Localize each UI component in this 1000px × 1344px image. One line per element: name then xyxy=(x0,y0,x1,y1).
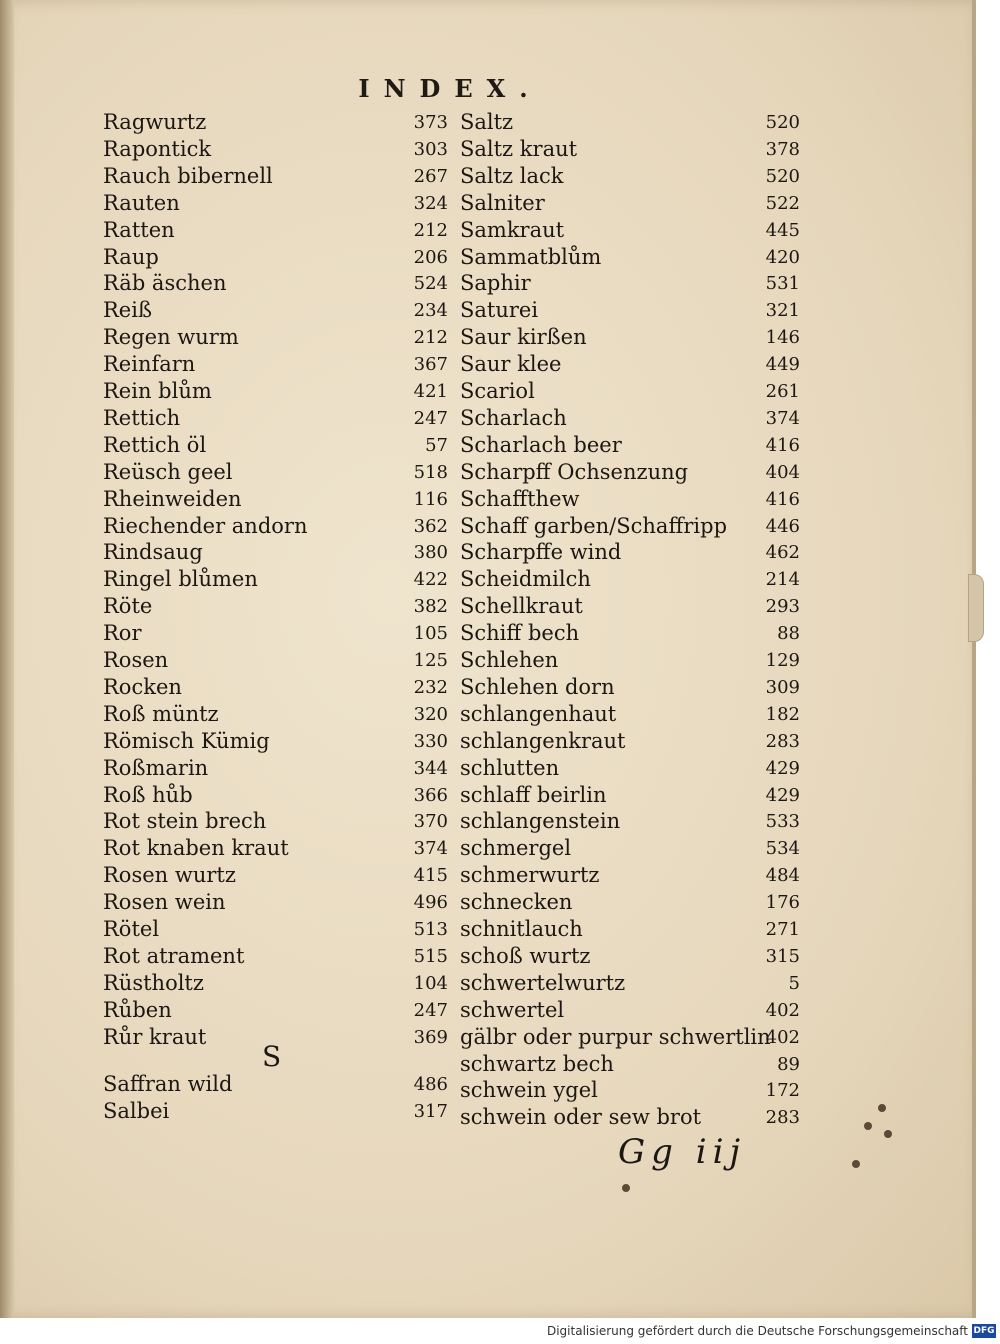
index-page-number: 524 xyxy=(413,273,448,295)
index-term: Schlehen dorn xyxy=(460,674,615,699)
index-page-number: 518 xyxy=(413,461,448,483)
index-page-number: 232 xyxy=(413,676,448,698)
index-page-number: 315 xyxy=(765,945,800,967)
index-term: Rosen wurtz xyxy=(103,863,236,888)
index-entry xyxy=(103,245,448,271)
index-page-number: 309 xyxy=(765,676,800,698)
index-entry xyxy=(103,540,448,566)
index-column-right xyxy=(460,110,800,1140)
index-page-number: 421 xyxy=(413,381,448,402)
index-term: Rauch bibernell xyxy=(103,163,273,188)
index-entry xyxy=(103,783,448,809)
index-entry xyxy=(103,1072,448,1098)
index-term: Saphir xyxy=(460,271,531,296)
page-spine-shadow xyxy=(0,0,14,1318)
index-page-number: 446 xyxy=(765,515,800,537)
index-entry xyxy=(460,890,800,916)
index-page-number: 404 xyxy=(765,461,800,483)
index-term: Scharlach beer xyxy=(460,432,622,457)
index-term: Ratten xyxy=(103,217,175,242)
index-entry xyxy=(460,783,800,809)
index-term: schlangenstein xyxy=(460,809,621,834)
index-page-number: 429 xyxy=(765,784,800,806)
index-entry xyxy=(460,998,800,1024)
index-page-number: 105 xyxy=(413,623,448,645)
index-term: schlaff beirlin xyxy=(460,782,607,807)
index-term: Salniter xyxy=(460,190,545,215)
index-entry xyxy=(460,271,800,297)
index-entry xyxy=(460,137,800,163)
index-page-number: 366 xyxy=(413,784,448,806)
index-page-number: 374 xyxy=(765,407,800,429)
index-page-number: 380 xyxy=(413,542,448,564)
index-term: schlangenkraut xyxy=(460,728,626,753)
index-column-left xyxy=(103,110,448,1140)
index-entry xyxy=(460,514,800,540)
index-entry xyxy=(103,890,448,916)
index-page-number: 125 xyxy=(413,650,448,671)
index-entry xyxy=(103,406,448,432)
index-page-number: 212 xyxy=(413,327,448,349)
index-term: Saffran wild xyxy=(103,1072,233,1096)
index-term: schlangenhaut xyxy=(460,701,617,726)
index-term: Raup xyxy=(103,244,159,269)
index-term: Regen wurm xyxy=(103,325,239,350)
index-page-number: 5 xyxy=(788,972,800,994)
index-entry xyxy=(103,971,448,997)
index-entry xyxy=(103,218,448,244)
index-term: schmergel xyxy=(460,836,572,861)
index-entry xyxy=(460,460,800,486)
index-entry xyxy=(460,594,800,620)
worm-hole xyxy=(864,1122,872,1130)
index-term: Saturei xyxy=(460,298,539,323)
index-page-number: 293 xyxy=(765,596,800,618)
index-page-number: 369 xyxy=(413,1026,448,1048)
index-term: Röte xyxy=(103,594,153,619)
index-page-number: 57 xyxy=(425,434,448,456)
index-term: Schiff bech xyxy=(460,621,580,646)
index-page-number: 462 xyxy=(765,542,800,564)
index-entry xyxy=(460,164,800,190)
index-page-number: 267 xyxy=(413,165,448,187)
index-term: Saltz lack xyxy=(460,163,564,188)
index-entry xyxy=(103,325,448,351)
index-term: Ragwurtz xyxy=(103,110,207,134)
index-entry xyxy=(460,1025,800,1051)
index-page-number: 373 xyxy=(413,112,448,133)
index-page-number: 402 xyxy=(765,1026,800,1048)
index-entry xyxy=(103,433,448,459)
index-term: schwertel xyxy=(460,997,565,1022)
index-entry xyxy=(460,863,800,889)
index-entry xyxy=(460,702,800,728)
index-entry xyxy=(460,110,800,136)
index-entry xyxy=(460,1105,800,1131)
index-entry xyxy=(103,460,448,486)
index-page-number: 283 xyxy=(765,1107,800,1129)
index-entry xyxy=(460,729,800,755)
index-term: Rosen wein xyxy=(103,890,226,915)
index-entry xyxy=(103,298,448,324)
index-term: Roß hůb xyxy=(103,782,193,807)
index-entry xyxy=(103,1099,448,1125)
index-term: Reinfarn xyxy=(103,352,196,377)
index-page-number: 283 xyxy=(765,730,800,752)
index-term: Saltz kraut xyxy=(460,136,578,161)
index-entry xyxy=(460,540,800,566)
index-page-number: 415 xyxy=(413,865,448,887)
index-page-number: 271 xyxy=(765,919,800,940)
index-entry xyxy=(103,836,448,862)
index-term: Rettich xyxy=(103,405,181,430)
index-entry xyxy=(103,621,448,647)
index-page-number: 234 xyxy=(413,300,448,322)
index-term: Růben xyxy=(103,997,172,1022)
index-column-left-s xyxy=(103,1072,448,1132)
index-page-number: 378 xyxy=(765,138,800,160)
index-entry xyxy=(103,756,448,782)
index-term: gälbr oder purpur schwertlin xyxy=(460,1024,771,1049)
index-entry xyxy=(103,863,448,889)
index-entry xyxy=(103,352,448,378)
index-entry xyxy=(103,729,448,755)
section-letter: S xyxy=(262,1040,282,1073)
index-page-number: 496 xyxy=(413,892,448,914)
index-term: Reüsch geel xyxy=(103,459,233,484)
index-term: Schaffthew xyxy=(460,486,580,511)
index-term: Rapontick xyxy=(103,136,212,161)
index-entry xyxy=(460,836,800,862)
index-term: Rot atrament xyxy=(103,943,245,968)
index-page-number: 89 xyxy=(777,1053,800,1075)
index-term: Ror xyxy=(103,621,142,646)
index-entry xyxy=(460,809,800,835)
index-page-number: 374 xyxy=(413,838,448,860)
index-entry xyxy=(460,487,800,513)
index-term: Salbei xyxy=(103,1098,170,1123)
index-entry xyxy=(460,1078,800,1104)
index-term: Rindsaug xyxy=(103,540,203,565)
index-term: Scharpffe wind xyxy=(460,540,622,565)
index-page-number: 429 xyxy=(765,757,800,779)
index-term: schwein oder sew brot xyxy=(460,1105,702,1130)
index-entry xyxy=(103,514,448,540)
index-page-number: 212 xyxy=(413,219,448,241)
index-page-number: 88 xyxy=(777,623,800,645)
worm-hole xyxy=(878,1104,886,1112)
index-page-number: 176 xyxy=(765,892,800,914)
index-page-number: 116 xyxy=(413,488,448,510)
index-entry xyxy=(460,433,800,459)
index-term: Saur klee xyxy=(460,352,562,377)
index-term: schnecken xyxy=(460,890,573,915)
index-entry xyxy=(460,971,800,997)
index-term: Reiß xyxy=(103,298,152,323)
index-page-number: 484 xyxy=(765,865,800,887)
index-page-number: 129 xyxy=(765,650,800,671)
index-entry xyxy=(460,298,800,324)
index-page-number: 416 xyxy=(765,488,800,510)
index-page-number: 402 xyxy=(765,999,800,1021)
index-term: Roßmarin xyxy=(103,755,209,780)
index-term: Sammatblům xyxy=(460,244,602,269)
index-page-number: 416 xyxy=(765,434,800,456)
index-entry xyxy=(460,648,800,674)
index-term: Rötel xyxy=(103,917,160,941)
index-page-number: 522 xyxy=(765,192,800,214)
index-page-number: 330 xyxy=(413,730,448,752)
index-entry xyxy=(460,917,800,943)
index-term: Schlehen xyxy=(460,648,559,672)
index-term: Rettich öl xyxy=(103,432,207,457)
index-page-number: 362 xyxy=(413,515,448,537)
index-entry xyxy=(103,594,448,620)
index-term: Rheinweiden xyxy=(103,486,242,511)
index-entry xyxy=(103,567,448,593)
signature-mark: Gg iij xyxy=(618,1132,747,1172)
index-term: Rüstholtz xyxy=(103,970,204,995)
index-term: Riechender andorn xyxy=(103,513,308,538)
index-entry xyxy=(103,379,448,405)
index-page-number: 520 xyxy=(765,112,800,133)
index-page-number: 247 xyxy=(413,407,448,429)
index-entry xyxy=(460,944,800,970)
index-term: schlutten xyxy=(460,755,560,780)
index-entry xyxy=(103,648,448,674)
index-entry xyxy=(460,756,800,782)
index-entry xyxy=(103,164,448,190)
index-page-number: 420 xyxy=(765,246,800,268)
index-term: Scharlach xyxy=(460,405,567,430)
index-page-number: 146 xyxy=(765,327,800,349)
index-entry xyxy=(460,621,800,647)
page-heading: INDEX. xyxy=(358,74,542,103)
index-entry xyxy=(460,218,800,244)
index-page-number: 104 xyxy=(413,972,448,994)
index-page-number: 486 xyxy=(413,1074,448,1095)
index-entry xyxy=(460,567,800,593)
index-term: Saltz xyxy=(460,110,514,134)
index-term: schwertelwurtz xyxy=(460,970,626,995)
index-page-number: 206 xyxy=(413,246,448,268)
index-page-number: 320 xyxy=(413,703,448,725)
index-term: schwartz bech xyxy=(460,1051,614,1076)
index-entry xyxy=(460,352,800,378)
index-page-number: 324 xyxy=(413,192,448,214)
index-entry xyxy=(103,487,448,513)
index-entry xyxy=(460,325,800,351)
worm-hole xyxy=(884,1130,892,1138)
index-term: Scheidmilch xyxy=(460,567,591,592)
index-term: Räb äschen xyxy=(103,271,227,296)
index-term: schnitlauch xyxy=(460,917,583,941)
index-entry xyxy=(460,675,800,701)
index-entry xyxy=(103,702,448,728)
worm-hole xyxy=(622,1184,630,1192)
index-term: Scharpff Ochsenzung xyxy=(460,459,689,484)
index-entry xyxy=(103,917,448,943)
index-page-number: 422 xyxy=(413,569,448,591)
index-page-number: 445 xyxy=(765,219,800,241)
index-term: Rosen xyxy=(103,648,169,672)
index-page-number: 182 xyxy=(765,703,800,725)
index-term: Roß müntz xyxy=(103,701,219,726)
index-entry xyxy=(103,137,448,163)
index-page-number: 370 xyxy=(413,811,448,833)
index-term: schoß wurtz xyxy=(460,943,591,968)
index-term: Samkraut xyxy=(460,217,565,242)
page-edge-tab xyxy=(968,574,984,642)
worm-hole xyxy=(852,1160,860,1168)
index-term: Ringel blůmen xyxy=(103,567,258,592)
index-entry xyxy=(103,675,448,701)
index-page-number: 367 xyxy=(413,354,448,376)
index-term: Rot stein brech xyxy=(103,809,267,834)
index-term: Römisch Kümig xyxy=(103,728,270,753)
index-term: Rot knaben kraut xyxy=(103,836,289,861)
index-entry xyxy=(103,944,448,970)
index-term: Saur kirßen xyxy=(460,325,587,350)
index-page-number: 382 xyxy=(413,596,448,618)
index-page-number: 321 xyxy=(765,300,800,322)
index-term: Schaff garben/Schaffripp xyxy=(460,513,728,538)
index-entry xyxy=(103,271,448,297)
index-page-number: 261 xyxy=(765,381,800,402)
index-page-number: 534 xyxy=(765,838,800,860)
index-page-number: 303 xyxy=(413,138,448,160)
index-entry xyxy=(103,110,448,136)
index-entry xyxy=(103,191,448,217)
index-entry xyxy=(460,406,800,432)
index-page-number: 531 xyxy=(765,273,800,295)
index-page-number: 513 xyxy=(413,919,448,940)
index-page-number: 317 xyxy=(413,1100,448,1122)
index-page-number: 344 xyxy=(413,757,448,779)
index-entry xyxy=(460,379,800,405)
index-term: Scariol xyxy=(460,379,535,403)
index-page-number: 520 xyxy=(765,165,800,187)
index-page-number: 247 xyxy=(413,999,448,1021)
index-term: Rocken xyxy=(103,674,182,699)
index-entry xyxy=(460,1052,800,1078)
footer-note: Digitalisierung gefördert durch die Deutsche Forschungsgemeinschaft xyxy=(546,1324,968,1338)
index-page-number: 214 xyxy=(765,569,800,591)
index-term: Rein blům xyxy=(103,379,212,403)
index-term: schwein ygel xyxy=(460,1078,598,1103)
index-entry xyxy=(460,191,800,217)
index-term: Schellkraut xyxy=(460,594,583,619)
index-entry xyxy=(460,245,800,271)
index-entry xyxy=(103,998,448,1024)
index-term: Rauten xyxy=(103,190,180,215)
index-term: schmerwurtz xyxy=(460,863,600,888)
index-page-number: 515 xyxy=(413,945,448,967)
index-page-number: 533 xyxy=(765,811,800,833)
dfg-logo: DFG xyxy=(973,1326,995,1336)
index-page-number: 172 xyxy=(765,1080,800,1102)
index-term: Růr kraut xyxy=(103,1024,207,1049)
index-page-number: 449 xyxy=(765,354,800,376)
index-entry xyxy=(103,809,448,835)
